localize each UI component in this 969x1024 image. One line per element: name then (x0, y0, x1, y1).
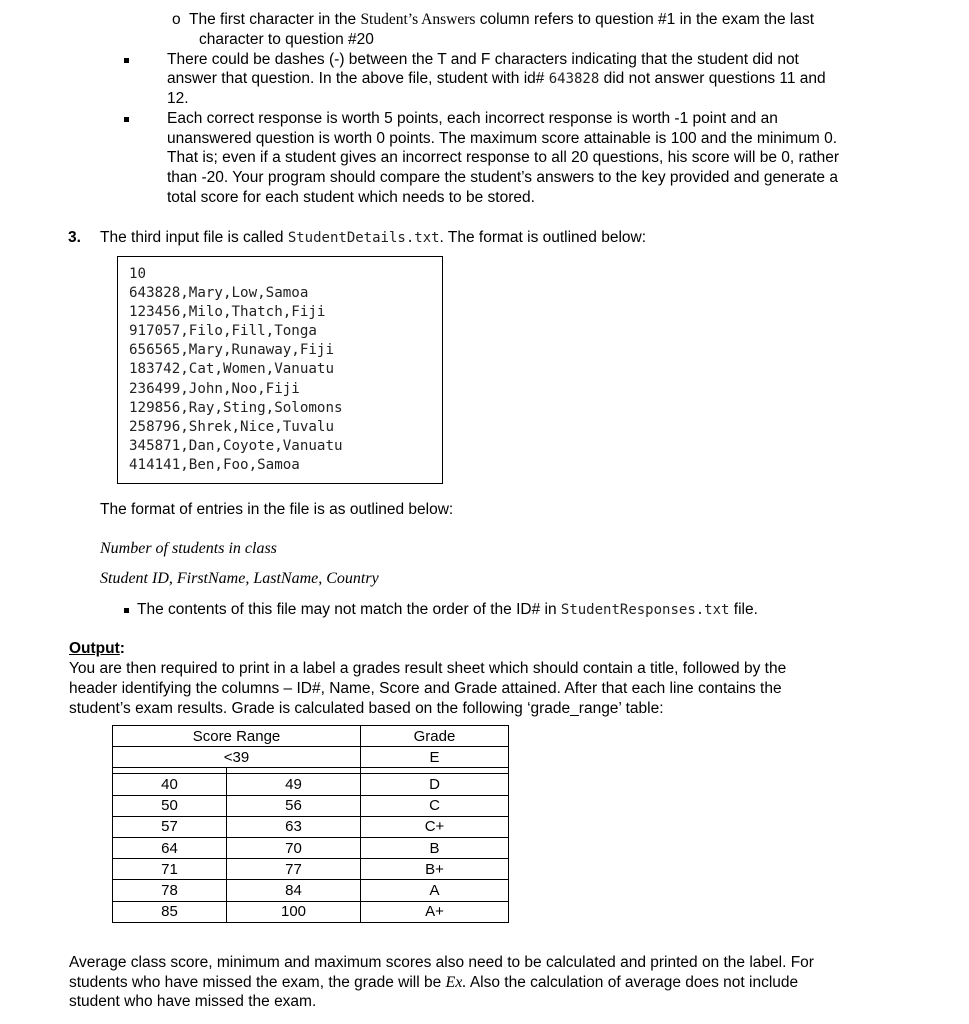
sub-item-text-b: column refers to question #1 in the exam the last (475, 11, 815, 28)
dashes-code: 643828 (548, 71, 600, 87)
format-intro: The format of entries in the file is as outlined below: (100, 501, 454, 518)
code-line: 129856,Ray,Sting,Solomons (129, 399, 343, 416)
grade-cell: B+ (361, 859, 509, 880)
section3-number: 3. (68, 229, 81, 246)
closing-text-b: Also the calculation of average does not include (466, 974, 799, 991)
high-cell: 84 (227, 880, 361, 901)
table-row (113, 837, 509, 858)
low-cell: 64 (113, 837, 227, 858)
code-line: 643828,Mary,Low,Samoa (129, 285, 309, 302)
scoring-line3: That is; even if a student gives an incorrect response to all 20 questions, his score will be 0, rather (167, 149, 840, 166)
section3-filename: StudentDetails.txt (287, 230, 440, 246)
dashes-line2 (167, 69, 826, 90)
table-row (113, 774, 509, 795)
low-cell: 40 (113, 774, 227, 795)
grade-cell: A (361, 880, 509, 901)
bullet-square-icon (124, 117, 129, 122)
closing-line1: Average class score, minimum and maximum scores also need to be calculated and printed on the label. For (69, 954, 814, 971)
output-heading-colon: : (119, 640, 125, 657)
format-line-count: Number of students in class (100, 540, 277, 557)
bullet-square-icon (124, 58, 129, 63)
high-cell: 100 (227, 901, 361, 922)
order-note-text-a: The contents of this file may not match the order of the ID# in (137, 601, 561, 618)
section3-intro (100, 228, 646, 249)
order-note (137, 600, 758, 621)
scoring-line5: total score for each student which needs to be stored. (167, 189, 535, 206)
dashes-text-a: answer that question. In the above file, student with id# (167, 70, 549, 87)
sub-item-line2: character to question #20 (199, 31, 374, 48)
low-cell: 57 (113, 816, 227, 837)
order-note-code: StudentResponses.txt (560, 602, 730, 618)
table-row (113, 901, 509, 922)
code-sample-box (117, 256, 443, 484)
grade-cell: C+ (361, 816, 509, 837)
low-cell: 71 (113, 859, 227, 880)
code-line: 258796,Shrek,Nice,Tuvalu (129, 418, 334, 435)
grade-cell: A+ (361, 901, 509, 922)
code-line: 917057,Filo,Fill,Tonga (129, 323, 317, 340)
output-para-line3: student’s exam results. Grade is calculated based on the following ‘grade_range’ table: (69, 700, 664, 717)
sub-item-text-a: The first character in the (189, 11, 361, 28)
grade-cell: D (361, 774, 509, 795)
table-row (113, 795, 509, 816)
table-row (113, 859, 509, 880)
dashes-line1: There could be dashes (-) between the T and F characters indicating that the student did not (167, 51, 799, 68)
sub-bullet-marker: o (172, 11, 181, 28)
header-grade: Grade (361, 726, 509, 747)
low-cell: 85 (113, 901, 227, 922)
closing-line3: student who have missed the exam. (69, 993, 317, 1010)
bullet-square-icon (124, 608, 129, 613)
table-row (113, 816, 509, 837)
output-para-line1: You are then required to print in a label a grades result sheet which should contain a title, followed by the (69, 660, 787, 677)
sub-item-serif: Student’s Answers (360, 11, 476, 28)
code-line: 236499,John,Noo,Fiji (129, 380, 300, 397)
table-header-row (113, 726, 509, 747)
code-line: 10 (129, 266, 147, 282)
dashes-line3: 12. (167, 90, 189, 107)
high-cell: 56 (227, 795, 361, 816)
closing-italic-ex: Ex. (445, 974, 467, 991)
grade-cell: C (361, 795, 509, 816)
high-cell: 77 (227, 859, 361, 880)
scoring-line4: than -20. Your program should compare the student’s answers to the key provided and generate a (167, 169, 838, 186)
order-note-text-b: file. (729, 601, 758, 618)
scoring-line2: unanswered question is worth 0 points. The maximum score attainable is 100 and the minimum 0. (167, 130, 838, 147)
section3-text-b: . The format is outlined below: (439, 229, 647, 246)
closing-line2 (69, 973, 798, 993)
code-line: 183742,Cat,Women,Vanuatu (129, 361, 334, 378)
format-line-fields: Student ID, FirstName, LastName, Country (100, 570, 379, 587)
section3-text-a: The third input file is called (100, 229, 288, 246)
code-line: 414141,Ben,Foo,Samoa (129, 456, 300, 473)
high-cell: 49 (227, 774, 361, 795)
closing-text-a: students who have missed the exam, the grade will be (69, 974, 446, 991)
sub-item-line1 (189, 10, 814, 30)
high-cell: 70 (227, 837, 361, 858)
grade-cell: B (361, 837, 509, 858)
code-line: 656565,Mary,Runaway,Fiji (129, 342, 334, 359)
output-heading (69, 639, 125, 659)
grade-cell: E (361, 747, 509, 768)
low-cell: 78 (113, 880, 227, 901)
dashes-text-b: did not answer questions 11 and (599, 70, 826, 87)
low-cell: 50 (113, 795, 227, 816)
table-row (113, 880, 509, 901)
output-heading-text: Output (69, 640, 120, 657)
header-score-range: Score Range (113, 726, 361, 747)
code-line: 123456,Milo,Thatch,Fiji (129, 304, 326, 321)
high-cell: 63 (227, 816, 361, 837)
grade-range-table (112, 725, 509, 923)
range-cell: <39 (113, 747, 361, 768)
code-line: 345871,Dan,Coyote,Vanuatu (129, 437, 343, 454)
scoring-line1: Each correct response is worth 5 points, each incorrect response is worth -1 point and an (167, 110, 778, 127)
table-row (113, 747, 509, 768)
output-para-line2: header identifying the columns – ID#, Name, Score and Grade attained. After that each line contains the (69, 680, 782, 697)
